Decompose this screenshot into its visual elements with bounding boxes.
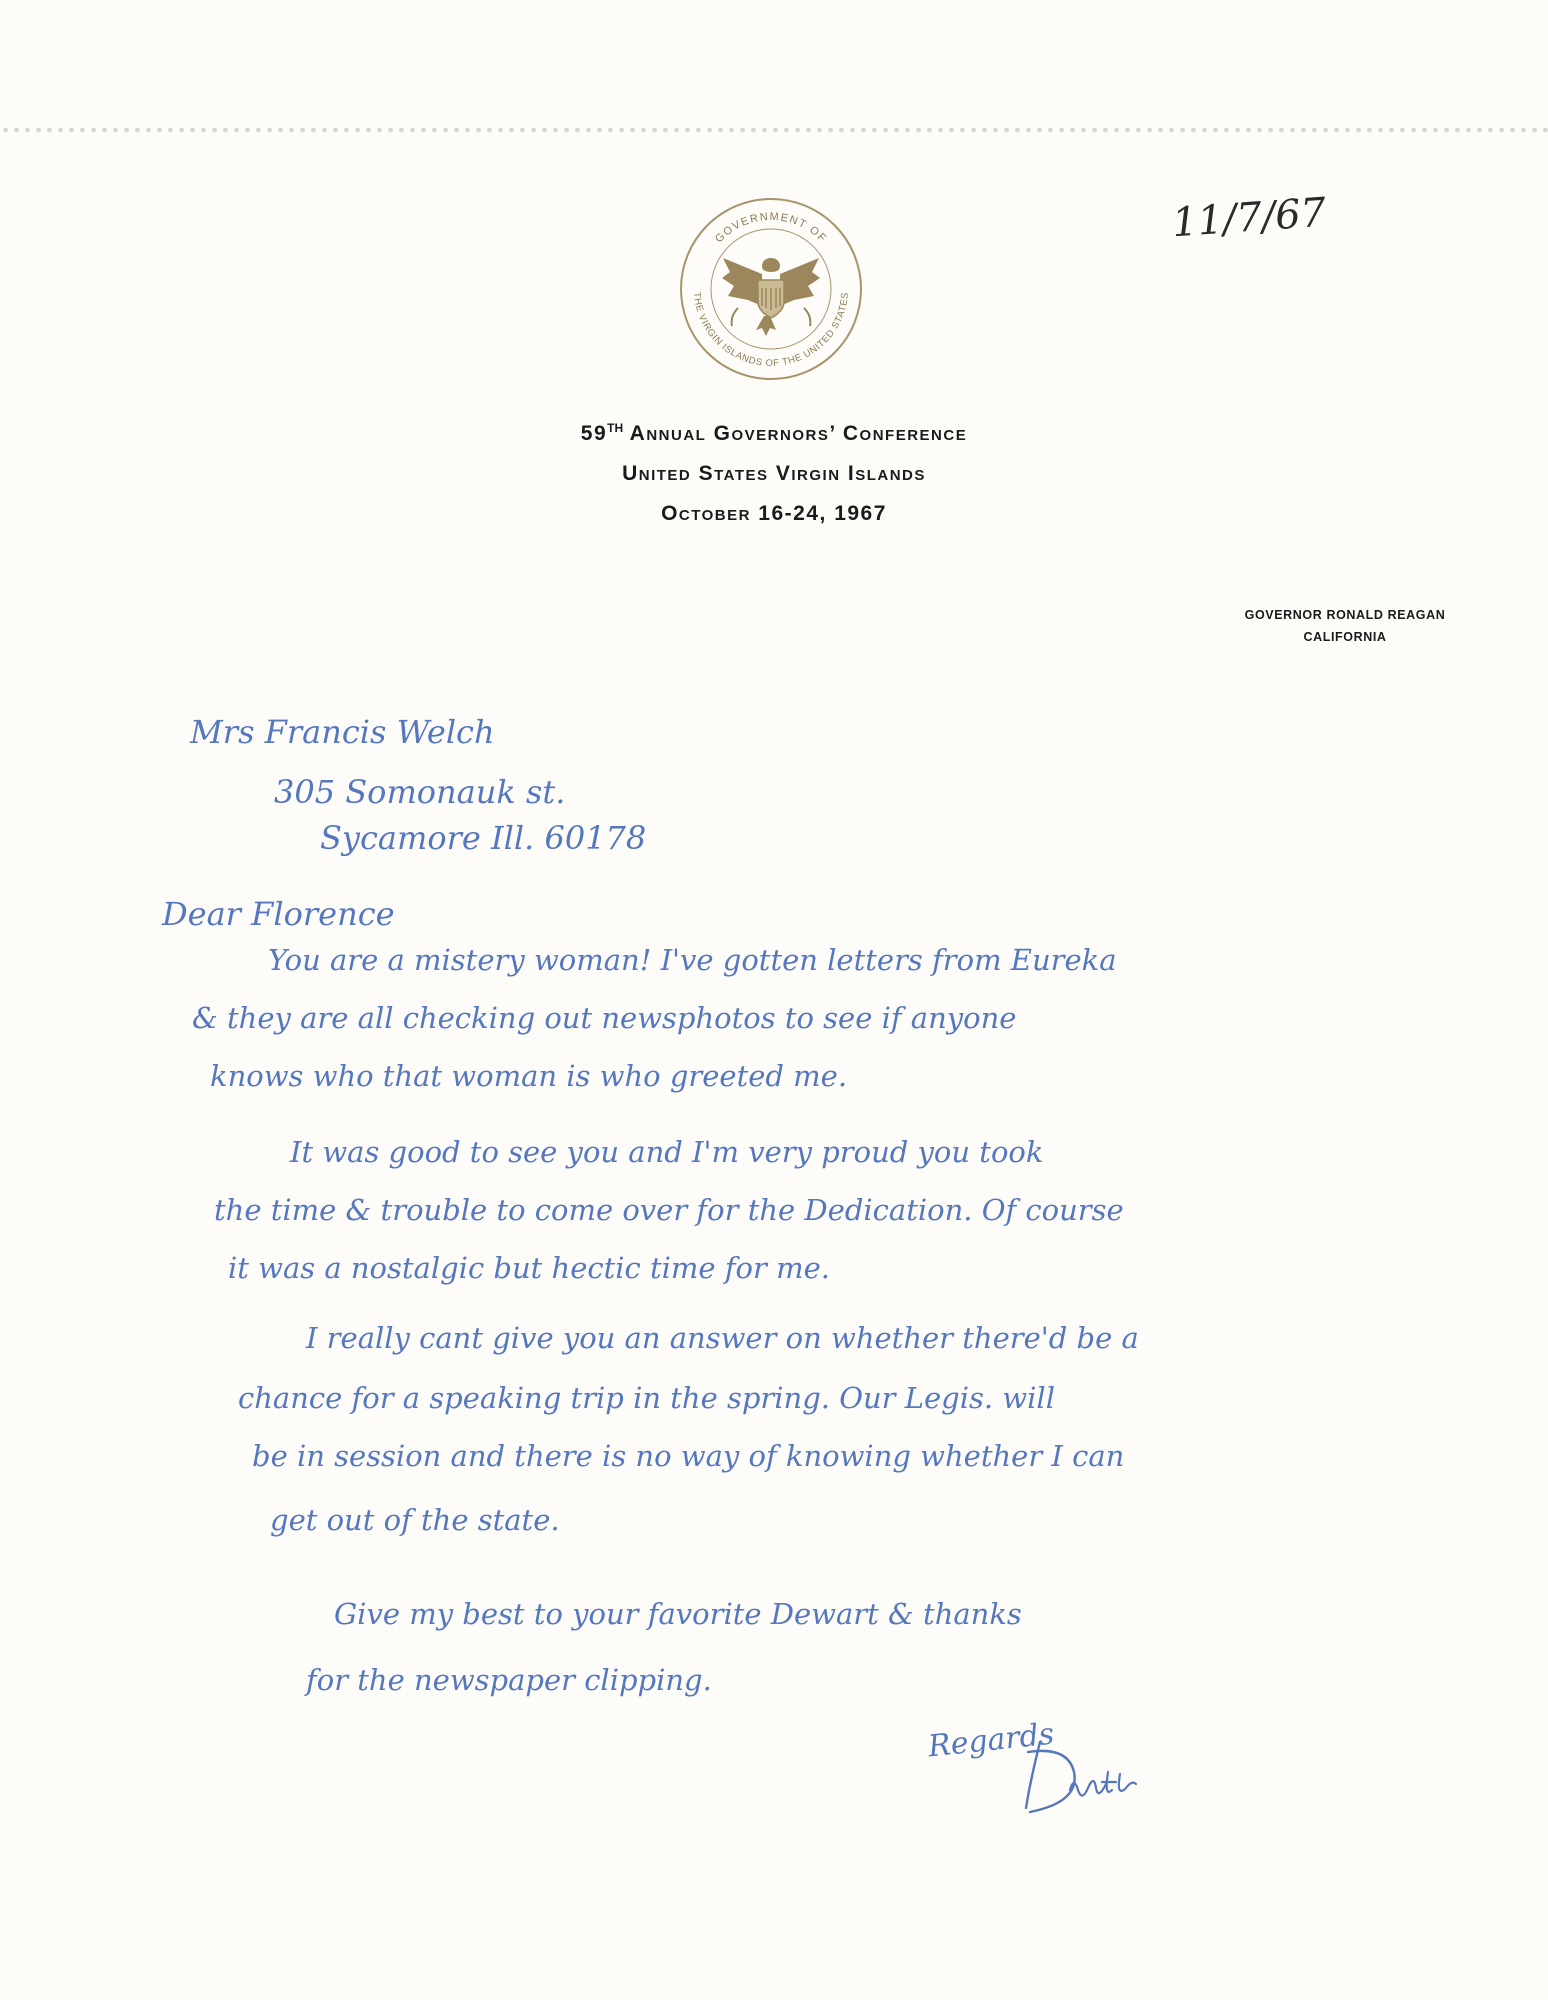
body-line: knows who that woman is who greeted me. (210, 1059, 848, 1093)
seal-bottom-text: THE VIRGIN ISLANDS OF THE UNITED STATES (691, 291, 851, 370)
address-name: Mrs Francis Welch (190, 713, 495, 751)
body-line: for the newspaper clipping. (306, 1663, 712, 1697)
governor-block (1200, 604, 1490, 648)
body-line: & they are all checking out newsphotos to see if anyone (192, 1001, 1017, 1035)
government-seal (678, 196, 864, 382)
body-line: chance for a speaking trip in the spring. Our Legis. will (238, 1381, 1055, 1415)
body-line: it was a nostalgic but hectic time for me. (228, 1251, 830, 1285)
governor-name: GOVERNOR RONALD REAGAN (1244, 608, 1446, 622)
eagle-icon (722, 258, 820, 336)
body-line: It was good to see you and I'm very proud you took (290, 1135, 1044, 1169)
conference-letterhead (374, 408, 1174, 534)
closing: Regards (926, 1716, 1056, 1765)
letterhead-line-3: October 16-24, 1967 (661, 502, 887, 525)
handwritten-date: 11/7/67 (1170, 189, 1328, 247)
governor-state: CALIFORNIA (1303, 630, 1387, 644)
body-line: I really cant give you an answer on whether there'd be a (306, 1321, 1139, 1355)
perforation-edge (0, 126, 1548, 134)
signature-dutch (920, 1712, 1180, 1822)
address-street: 305 Somonauk st. (274, 773, 566, 811)
body-line: be in session and there is no way of knowing whether I can (252, 1439, 1125, 1473)
body-line: the time & trouble to come over for the Dedication. Of course (214, 1193, 1124, 1227)
letterhead-line-2: United States Virgin Islands (622, 462, 926, 485)
address-city: Sycamore Ill. 60178 (320, 819, 647, 857)
body-line: Give my best to your favorite Dewart & thanks (334, 1597, 1022, 1631)
body-line: get out of the state. (270, 1503, 560, 1537)
seal-top-text: GOVERNMENT OF (712, 210, 830, 246)
body-line: You are a mistery woman! I've gotten letters from Eureka (268, 943, 1117, 977)
salutation: Dear Florence (162, 895, 395, 933)
svg-text:GOVERNMENT OF (713, 211, 829, 245)
letterhead-line-1: 59TH Annual Governors’ Conference (580, 421, 968, 445)
